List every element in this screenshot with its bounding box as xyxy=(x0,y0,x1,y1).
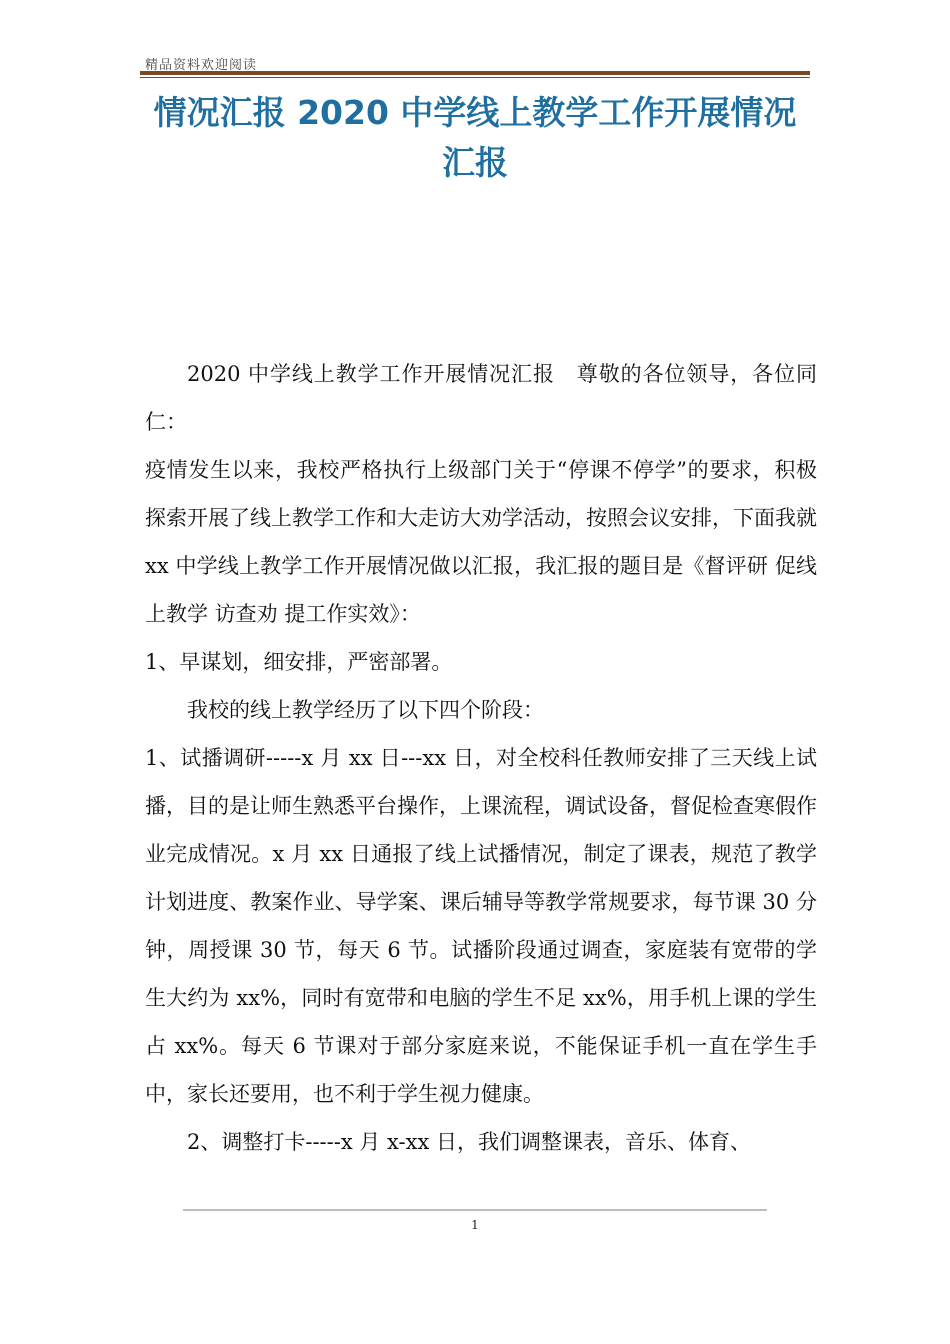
paragraph: 1、试播调研-----x 月 xx 日---xx 日，对全校科任教师安排了三天线上试播，目的是让师生熟悉平台操作，上课流程，调试设备，督促检查寒假作业完成情况。x 月 xx 日通报了线上试播情况，制定了课表，规范了教学计划进度、教案作业、导学案、课后辅导等教学常规要求，每节课 30 分钟，周授课 30 节，每天 6 节。试播阶段通过调查，家庭装有宽带的学生大约为 xx%，同时有宽带和电脑的学生不足 xx%，用手机上课的学生占 xx%。每天 6 节课对于部分家庭来说，不能保证手机一直在学生手中，家长还要用，也不利于学生视力健康。 xyxy=(145,746,817,1106)
document-body xyxy=(145,350,817,1166)
page-number: 1 xyxy=(471,1218,479,1232)
paragraph: 疫情发生以来，我校严格执行上级部门关于“停课不停学”的要求，积极探索开展了线上教学工作和大走访大劝学活动，按照会议安排，下面我就 xx 中学线上教学工作开展情况做以汇报，我汇报的题目是《督评研 促线上教学 访查劝 提工作实效》： xyxy=(145,458,817,626)
header-divider xyxy=(140,71,810,75)
paragraph: 我校的线上教学经历了以下四个阶段： xyxy=(187,698,544,722)
document-title: 情况汇报 2020 中学线上教学工作开展情况汇报 xyxy=(153,93,797,182)
header-divider-thin xyxy=(140,77,810,78)
footer-divider xyxy=(183,1209,767,1211)
section-heading: 1、早谋划，细安排，严密部署。 xyxy=(145,650,453,674)
paragraph: 2、调整打卡-----x 月 x-xx 日，我们调整课表，音乐、体育、 xyxy=(187,1130,751,1154)
header-text: 精品资料欢迎阅读 xyxy=(145,58,258,73)
paragraph: 2020 中学线上教学工作开展情况汇报 尊敬的各位领导，各位同仁： xyxy=(145,362,817,434)
